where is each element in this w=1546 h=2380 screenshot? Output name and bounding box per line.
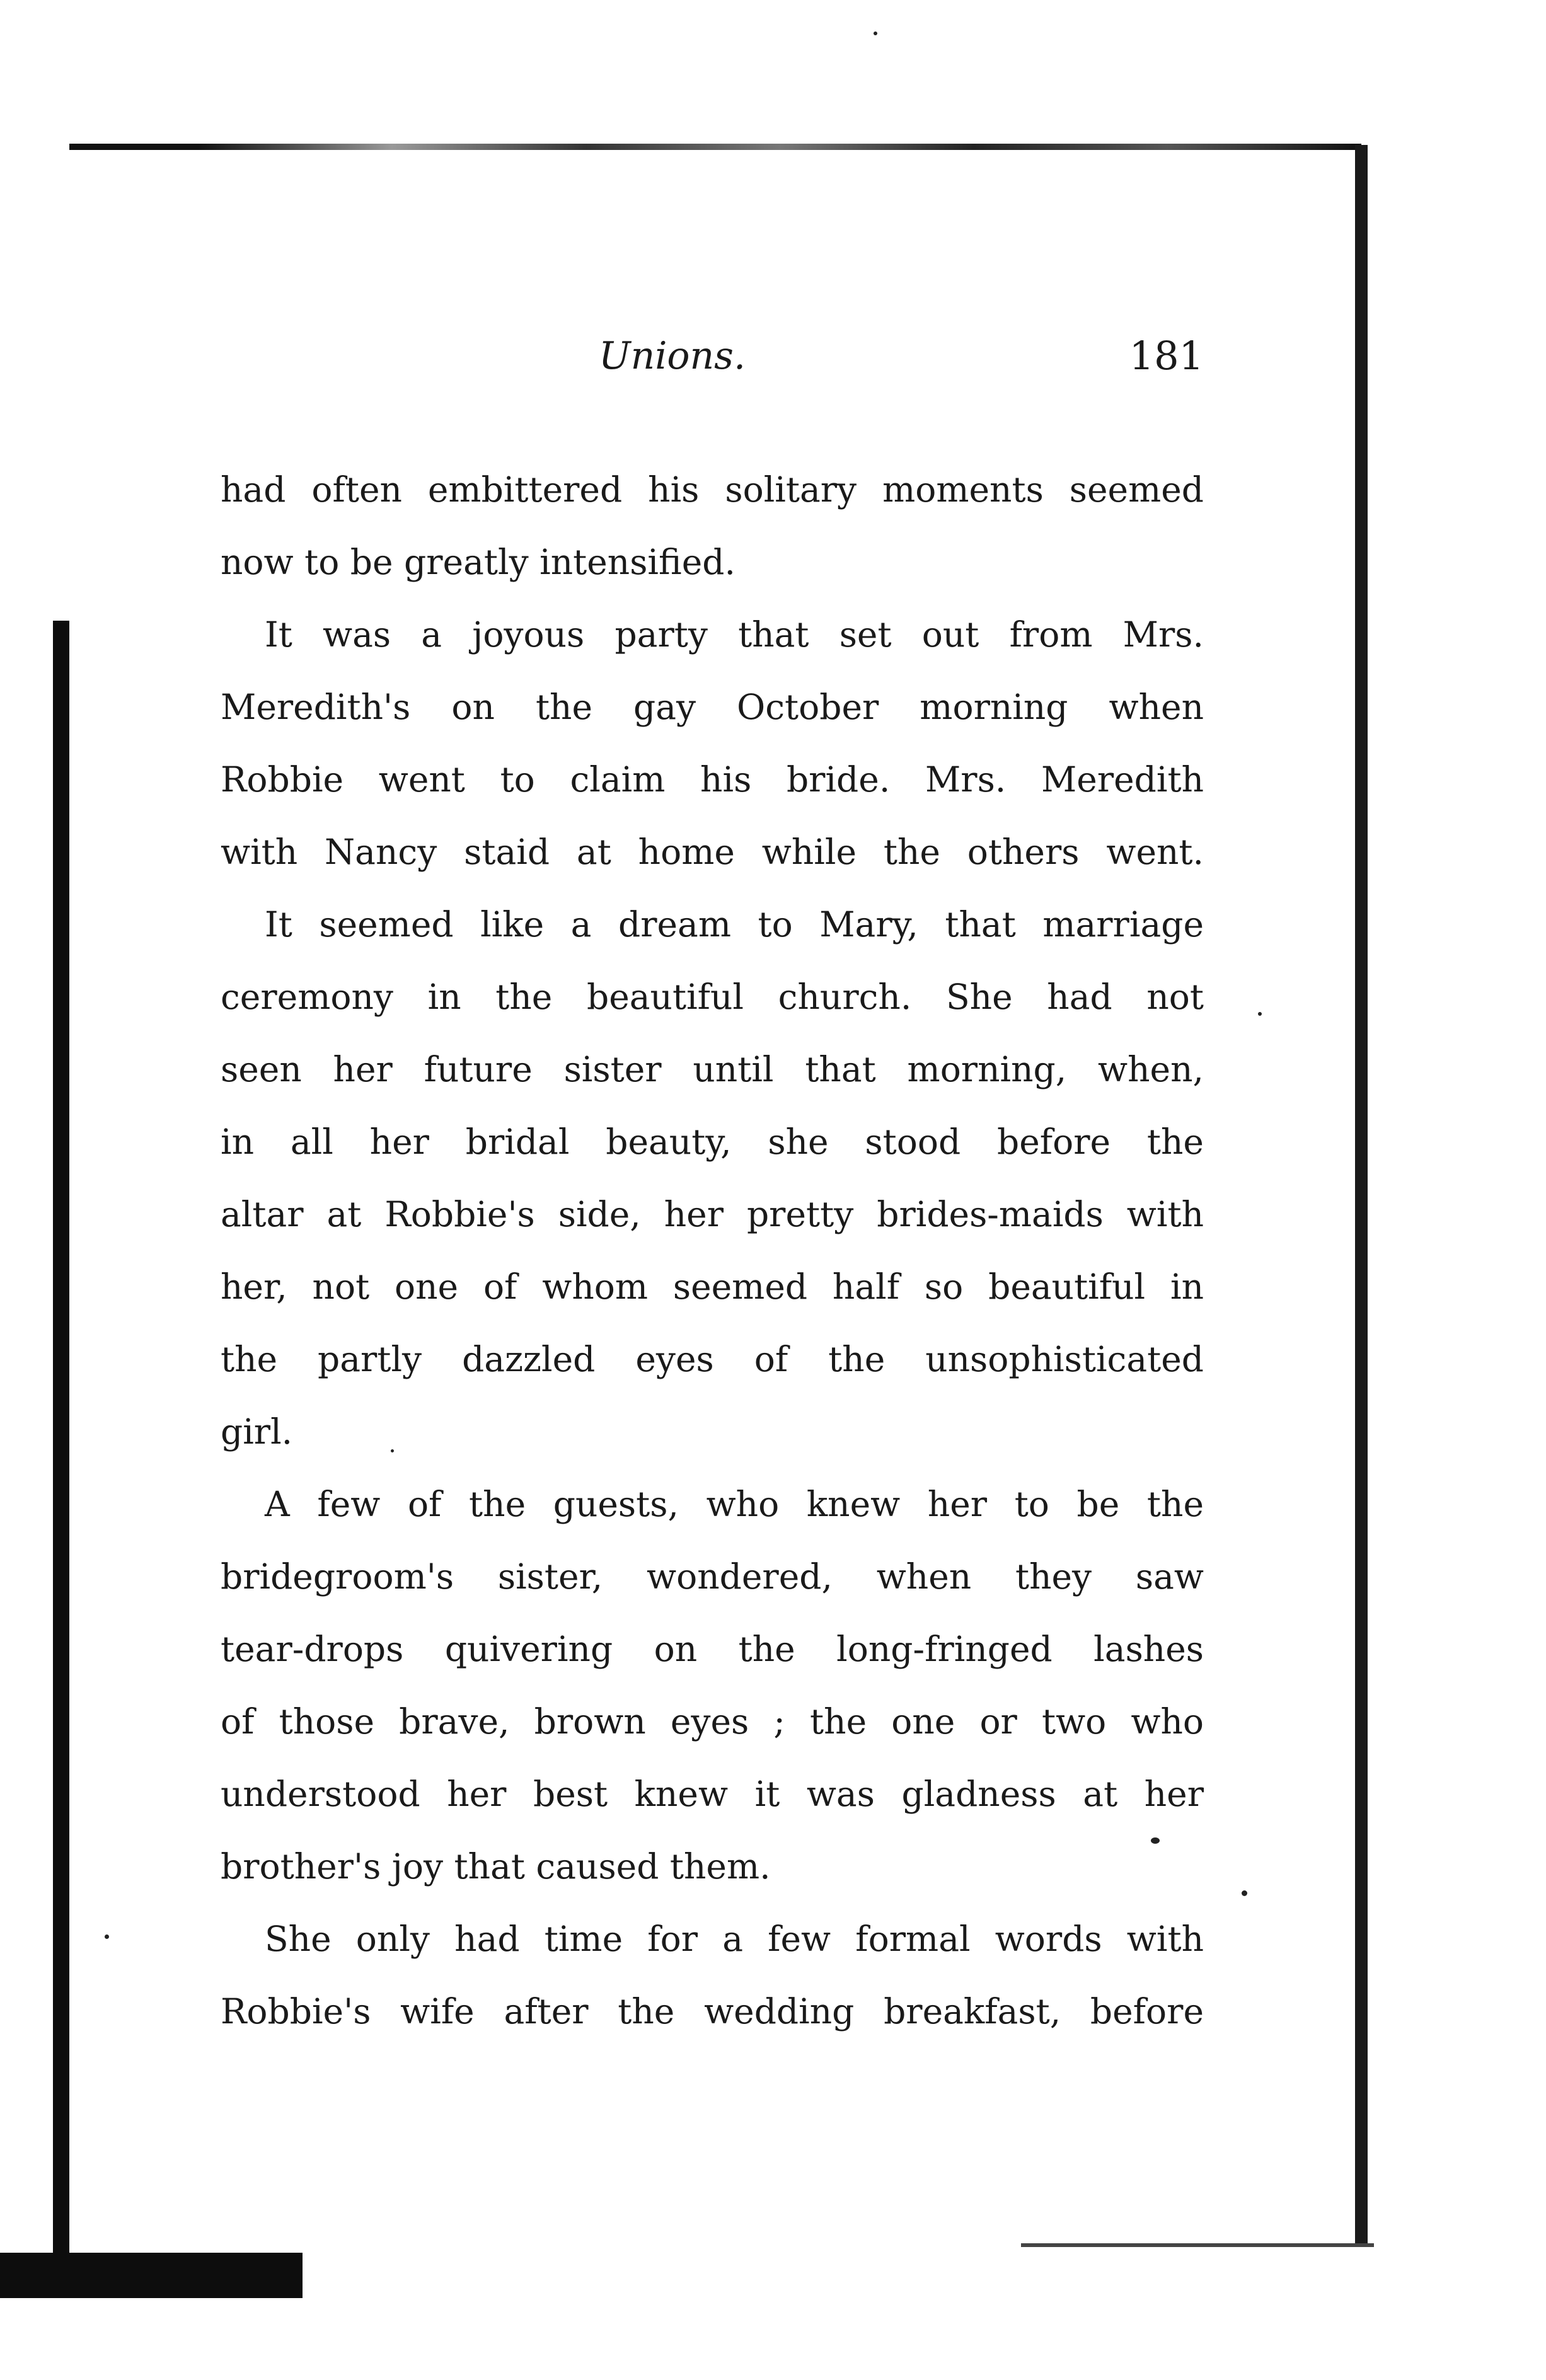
text-line: with Nancy staid at home while the others went. [221,832,1204,872]
text-line: in all her bridal beauty, she stood before the [221,1122,1204,1162]
running-header [221,331,1204,388]
text-line: the partly dazzled eyes of the unsophisticated [221,1339,1204,1379]
body-text [221,454,1204,2048]
text-line: girl. [221,1411,293,1452]
scan-top-rule [69,144,1361,150]
text-line: tear-drops quivering on the long-fringed lashes [221,1629,1204,1669]
text-line: It seemed like a dream to Mary, that marriage [265,904,1204,945]
text-line: understood her best knew it was gladness at her [221,1774,1204,1814]
scan-speck [1242,1890,1247,1896]
scan-speck [1258,1012,1262,1016]
text-line: ceremony in the beautiful church. She had not [221,977,1204,1017]
text-line: She only had time for a few formal words with [265,1919,1204,1959]
text-line: brother's joy that caused them. [221,1846,771,1887]
scan-bottom-left-block [0,2253,303,2298]
text-line: bridegroom's sister, wondered, when they saw [221,1556,1204,1597]
scan-right-edge [1355,145,1368,2243]
text-line: seen her future sister until that morning, when, [221,1049,1204,1089]
scan-bottom-rule [1021,2243,1374,2247]
text-line: altar at Robbie's side, her pretty brides-maids with [221,1194,1204,1234]
page-number: 181 [1129,333,1204,379]
text-line: Meredith's on the gay October morning when [221,687,1204,727]
text-line: now to be greatly intensified. [221,542,736,582]
text-line: her, not one of whom seemed half so beautiful in [221,1267,1204,1307]
scan-left-bar [53,621,69,2291]
scan-speck [105,1934,109,1939]
text-line: A few of the guests, who knew her to be the [265,1484,1204,1524]
text-line: of those brave, brown eyes ; the one or two who [221,1701,1204,1742]
scan-speck [874,32,877,35]
text-line: had often embittered his solitary moments seemed [221,469,1204,510]
text-line: Robbie's wife after the wedding breakfast, before [221,1991,1204,2032]
chapter-title: Unions. [599,334,746,378]
text-line: It was a joyous party that set out from Mrs. [265,614,1204,655]
text-line: Robbie went to claim his bride. Mrs. Meredith [221,759,1204,800]
